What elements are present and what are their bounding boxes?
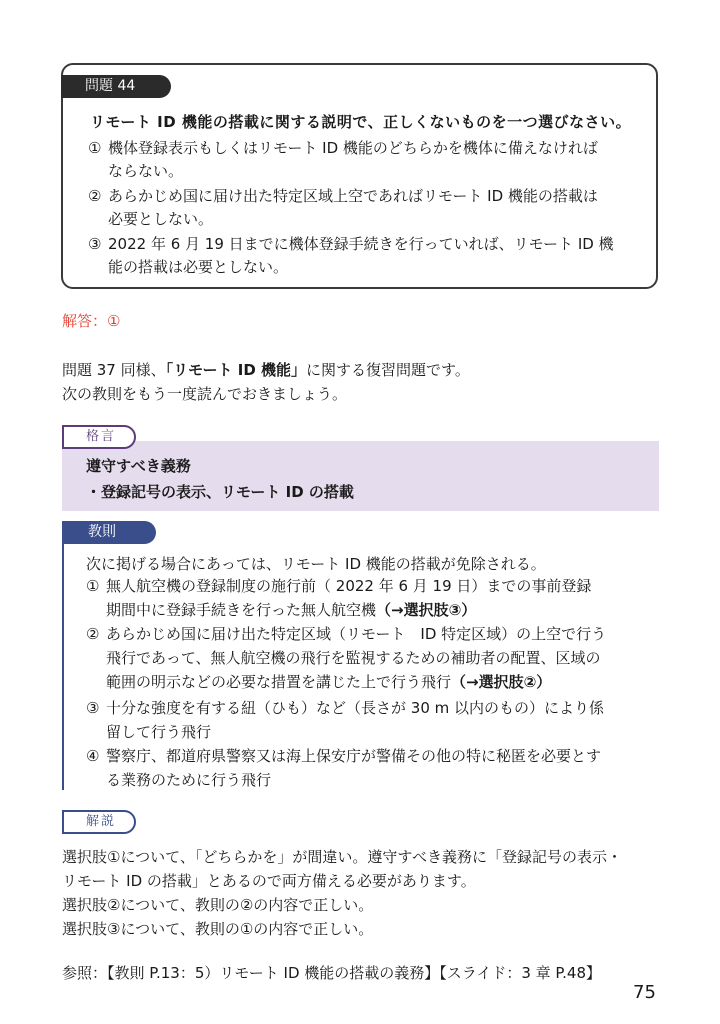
question-option-1 xyxy=(88,137,648,183)
rule-item-number: ② xyxy=(86,625,100,643)
rule-item-line: 期間中に登録手続きを行った無人航空機 xyxy=(106,601,377,619)
option-line: 能の搭載は必要としない。 xyxy=(108,258,289,276)
maxim-line: ・登録記号の表示、リモート ID の搭載 xyxy=(86,483,354,501)
intro-text-bold: 「リモート ID 機能」 xyxy=(165,361,307,379)
rule-item-line: 飛行であって、無人航空機の飛行を監視するための補助者の配置、区域の xyxy=(106,649,601,667)
rule-item-note: （→選択肢③） xyxy=(376,601,477,619)
rule-item-number: ④ xyxy=(86,747,100,765)
maxim-line: 遵守すべき義務 xyxy=(86,457,191,475)
question-option-3 xyxy=(88,233,648,279)
rule-item-line: 留して行う飛行 xyxy=(106,723,212,741)
rule-item-3 xyxy=(86,696,656,744)
explanation-line: リモート ID の搭載」とあるので両方備える必要があります。 xyxy=(62,872,476,890)
option-line: あらかじめ国に届け出た特定区域上空であればリモート ID 機能の搭載は xyxy=(108,187,598,205)
option-line: 2022 年 6 月 19 日までに機体登録手続きを行っていれば、リモート ID 機 xyxy=(108,235,614,253)
option-number: ③ xyxy=(88,235,102,253)
rule-item-line: 無人航空機の登録制度の施行前（ 2022 年 6 月 19 日）までの事前登録 xyxy=(106,577,592,595)
rule-item-line: 範囲の明示などの必要な措置を講じた上で行う飛行 xyxy=(106,673,452,691)
rule-item-1 xyxy=(86,574,656,622)
question-tab: 問題 44 xyxy=(61,75,171,98)
option-number: ② xyxy=(88,187,102,205)
option-number: ① xyxy=(88,139,102,157)
page-number: 75 xyxy=(633,982,656,1003)
reference-text: 参照：【教則 P.13：5）リモート ID 機能の搭載の義務】【スライド：3 章 P.48】 xyxy=(62,964,601,982)
rule-item-4 xyxy=(86,744,656,792)
rule-side-bar xyxy=(62,544,64,790)
rule-tab: 教則 xyxy=(62,521,156,544)
rule-item-2 xyxy=(86,622,656,694)
explanation-line: 選択肢①について、「どちらかを」が間違い。遵守すべき義務に「登録記号の表示・ xyxy=(62,848,623,866)
intro-text-post: に関する復習問題です。 xyxy=(306,361,470,379)
maxim-tab: 格言 xyxy=(62,425,136,449)
explanation-text xyxy=(62,845,672,941)
intro-text xyxy=(62,358,470,406)
rule-item-line: る業務のために行う飛行 xyxy=(106,771,272,789)
rule-item-line: 十分な強度を有する紐（ひも）など（長さが 30 m 以内のもの）により係 xyxy=(106,699,605,717)
option-line: ならない。 xyxy=(108,162,184,180)
rule-intro: 次に掲げる場合にあっては、リモート ID 機能の搭載が免除される。 xyxy=(86,555,546,573)
rule-item-line: あらかじめ国に届け出た特定区域（リモート ID 特定区域）の上空で行う xyxy=(106,625,607,643)
rule-item-number: ③ xyxy=(86,699,100,717)
explanation-line: 選択肢②について、教則の②の内容で正しい。 xyxy=(62,896,374,914)
answer-label: 解答：① xyxy=(62,312,121,330)
intro-text-line2: 次の教則をもう一度読んでおきましょう。 xyxy=(62,385,348,403)
explanation-line: 選択肢③について、教則の①の内容で正しい。 xyxy=(62,920,374,938)
rule-item-number: ① xyxy=(86,577,100,595)
maxim-text xyxy=(86,453,354,505)
intro-text-pre: 問題 37 同様、 xyxy=(62,361,166,379)
rule-item-note: （→選択肢②） xyxy=(451,673,552,691)
rule-item-line: 警察庁、都道府県警察又は海上保安庁が警備その他の特に秘匿を必要とす xyxy=(106,747,602,765)
question-text: リモート ID 機能の搭載に関する説明で、正しくないものを一つ選びなさい。 xyxy=(90,113,632,131)
option-line: 機体登録表示もしくはリモート ID 機能のどちらかを機体に備えなければ xyxy=(108,139,598,157)
explanation-tab: 解説 xyxy=(62,810,136,834)
question-option-2 xyxy=(88,185,648,231)
option-line: 必要としない。 xyxy=(108,210,214,228)
